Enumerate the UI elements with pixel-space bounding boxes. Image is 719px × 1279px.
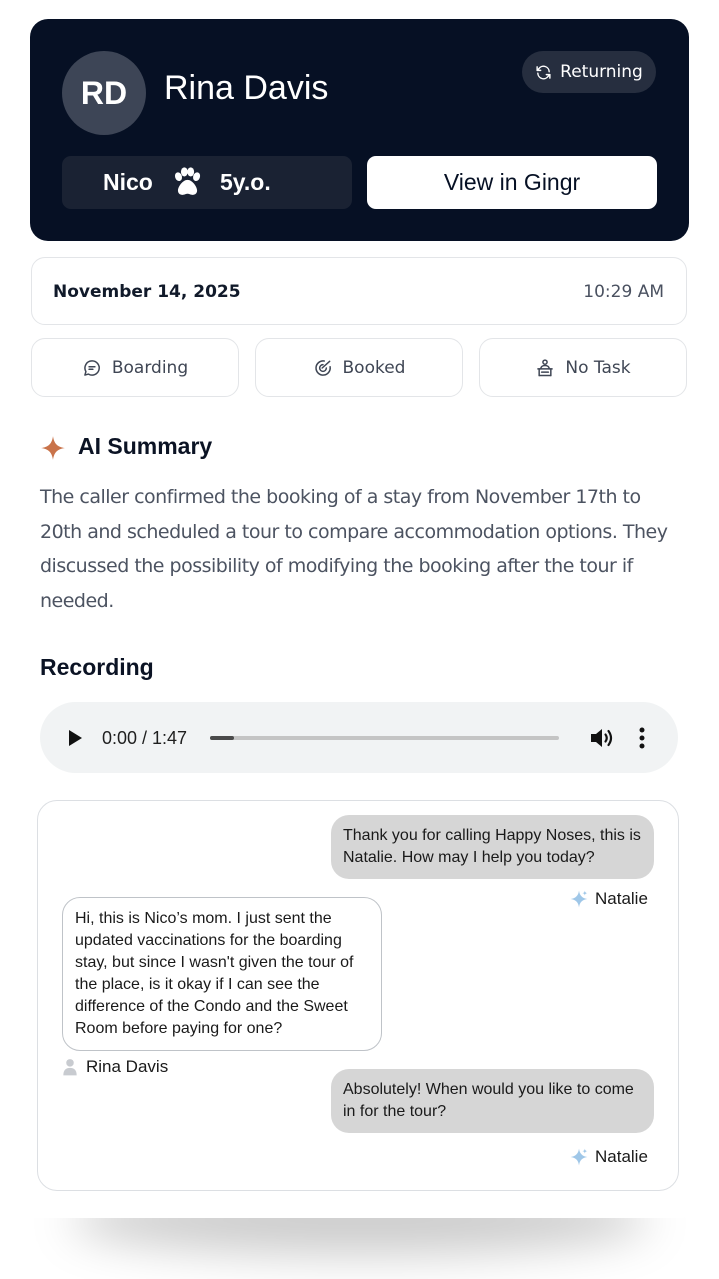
- tag-label: Booked: [342, 357, 406, 378]
- transcript-panel[interactable]: [37, 800, 679, 1191]
- speaker-name: Natalie: [595, 1147, 648, 1166]
- transcript-message: Hi, this is Nico’s mom. I just sent the updated vaccinations for the boarding stay, but since I wasn't given the tour of the place, is it okay if I can see the difference of the Condo and the Sweet Room before paying for one?: [62, 897, 382, 1051]
- sparkle-icon: [40, 435, 66, 461]
- avatar: RD: [62, 51, 146, 135]
- speaker-name: Rina Davis: [86, 1057, 169, 1076]
- volume-icon[interactable]: [589, 726, 615, 750]
- person-icon: [60, 1057, 80, 1077]
- contact-name: Rina Davis: [164, 69, 329, 107]
- progress-fill: [210, 736, 234, 740]
- pet-age: 5y.o.: [220, 169, 271, 195]
- tag-booked[interactable]: [255, 338, 463, 397]
- progress-track[interactable]: [210, 736, 559, 740]
- playback-time: 0:00 / 1:47: [102, 728, 188, 748]
- call-time: 10:29 AM: [583, 282, 664, 302]
- speaker-label: [60, 1057, 168, 1077]
- chat-bubble-icon: [82, 358, 102, 378]
- tag-label: Boarding: [111, 357, 189, 378]
- refresh-icon: [535, 64, 552, 81]
- play-icon[interactable]: [67, 729, 83, 747]
- recording-title: Recording: [40, 654, 154, 680]
- pet-chip: [62, 156, 352, 209]
- speaker-label: [569, 889, 648, 909]
- transcript-message: Thank you for calling Happy Noses, this is Natalie. How may I help you today?: [331, 815, 654, 879]
- ai-sparkle-icon: [569, 889, 589, 909]
- more-options-icon[interactable]: [637, 726, 647, 750]
- tag-no-task[interactable]: [479, 338, 687, 397]
- tag-label: No Task: [565, 357, 631, 378]
- ai-summary-text: The caller confirmed the booking of a stay from November 17th to 20th and scheduled a tour to compare accommodation options. They discussed the possibility of modifying the booking after the tour if needed.: [40, 486, 668, 612]
- ai-summary-title: AI Summary: [78, 433, 213, 459]
- contact-header: [30, 19, 689, 241]
- audio-player: [40, 702, 678, 773]
- view-in-gingr-button[interactable]: View in Gingr: [367, 156, 657, 209]
- returning-label: Returning: [560, 62, 643, 82]
- speaker-name: Natalie: [595, 889, 648, 908]
- speaker-label: [569, 1147, 648, 1167]
- target-check-icon: [313, 358, 333, 378]
- ai-sparkle-icon: [569, 1147, 589, 1167]
- tag-boarding[interactable]: [31, 338, 239, 397]
- paw-icon: [170, 165, 204, 199]
- transcript-message: Absolutely! When would you like to come in for the tour?: [331, 1069, 654, 1133]
- call-datetime-row: [31, 257, 687, 325]
- call-date: November 14, 2025: [53, 282, 241, 302]
- returning-badge: [522, 51, 656, 93]
- person-desk-icon: [535, 358, 555, 378]
- pet-name: Nico: [103, 169, 153, 195]
